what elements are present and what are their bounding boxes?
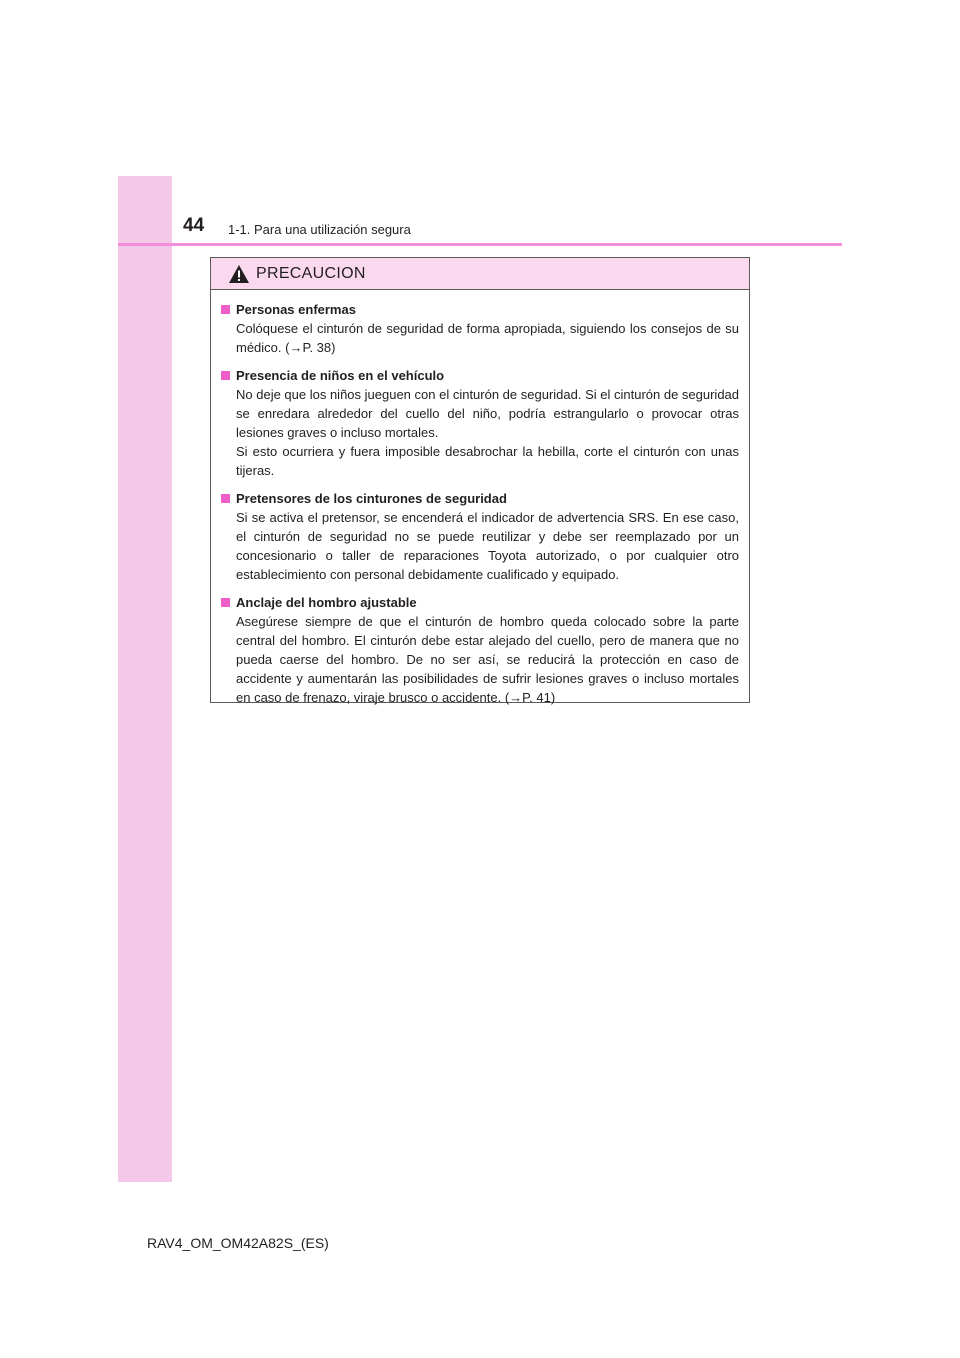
section-title: 1-1. Para una utilización segura <box>228 222 411 237</box>
caution-body <box>211 290 749 707</box>
item-heading: Anclaje del hombro ajustable <box>236 595 417 610</box>
item-heading: Personas enfermas <box>236 302 356 317</box>
side-color-strip <box>118 176 172 1182</box>
page-number: 44 <box>183 215 205 236</box>
bullet-square-icon <box>221 494 230 503</box>
bullet-square-icon <box>221 371 230 380</box>
item-paragraph: No deje que los niños jueguen con el cinturón de seguridad. Si el cinturón de seguridad se enredara alrededor del cuello del niño, podría estrangularlo o provocar otras lesiones graves o incluso mortales. <box>236 387 740 440</box>
caution-item-children <box>221 366 739 480</box>
caution-header <box>211 258 749 290</box>
caution-item-pretensioners <box>221 489 739 584</box>
item-paragraph: Asegúrese siempre de que el cinturón de hombro queda colocado sobre la parte central del hombro. El cinturón debe estar alejado del cuello, pero de manera que no pueda caerse del hombro. De no ser así, se reducirá la protección en caso de accidente y aumentarán las posibilidades de sufrir lesiones graves o incluso mortales en caso de frenazo, viraje brusco o accidente. (→P. 41) <box>236 614 739 705</box>
item-heading: Pretensores de los cinturones de seguridad <box>236 491 507 506</box>
item-paragraph: Colóquese el cinturón de seguridad de forma apropiada, siguiendo los consejos de su médico. (→P. 38) <box>236 321 739 355</box>
header-rule <box>118 243 842 246</box>
bullet-square-icon <box>221 598 230 607</box>
item-paragraph: Si se activa el pretensor, se encenderá el indicador de advertencia SRS. En ese caso, el cinturón de seguridad no se puede reutilizar y debe ser reemplazado por un concesionario o taller de reparaciones Toyota autorizado, o por cualquier otro establecimiento con personal debidamente cualificado y equipado. <box>236 510 739 582</box>
document-code: RAV4_OM_OM42A82S_(ES) <box>147 1235 329 1251</box>
bullet-square-icon <box>221 305 230 314</box>
item-heading: Presencia de niños en el vehículo <box>236 368 445 383</box>
caution-title: PRECAUCION <box>256 264 366 282</box>
caution-box <box>210 257 750 703</box>
item-paragraph: Si esto ocurriera y fuera imposible desabrochar la hebilla, corte el cinturón con unas tijeras. <box>236 444 739 478</box>
warning-triangle-icon <box>228 264 250 284</box>
caution-item-sick-persons <box>221 300 739 357</box>
caution-item-shoulder-anchor <box>221 593 739 707</box>
